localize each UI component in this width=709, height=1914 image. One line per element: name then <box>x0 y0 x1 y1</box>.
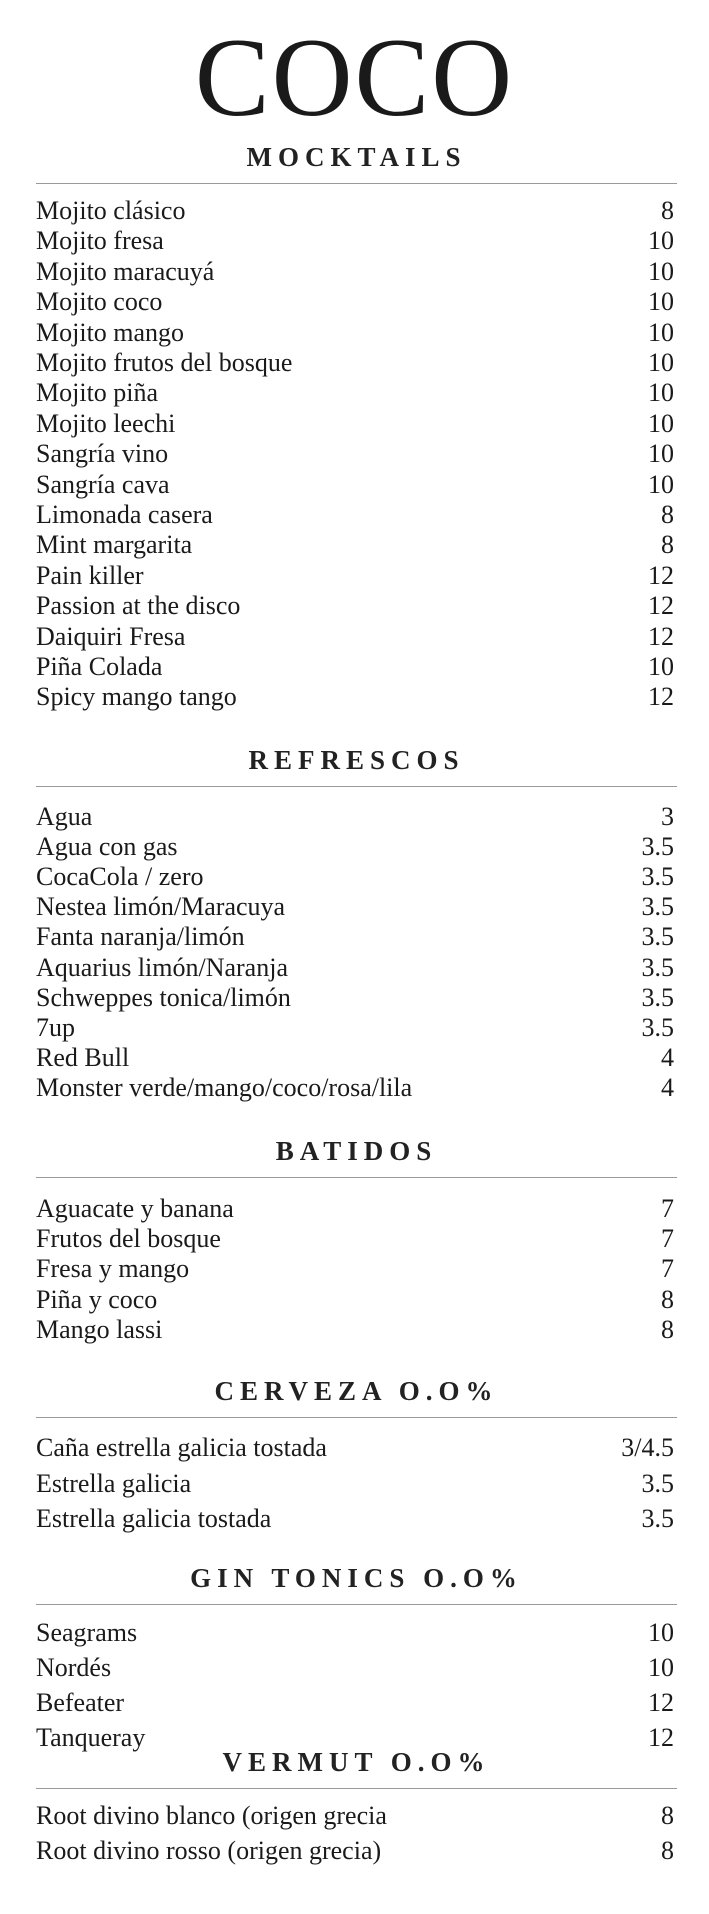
menu-item <box>36 832 677 862</box>
menu-item <box>36 1801 677 1836</box>
item-name: Pain killer <box>36 560 144 590</box>
item-name: Nordés <box>36 1653 112 1682</box>
menu-item <box>36 1688 677 1723</box>
item-name: Aquarius limón/Naranja <box>36 952 288 982</box>
item-price: 10 <box>648 378 674 408</box>
item-price: 3.5 <box>641 1012 674 1042</box>
menu-section <box>36 1136 677 1178</box>
item-name: Seagrams <box>36 1618 138 1647</box>
item-name: Spicy mango tango <box>36 682 237 712</box>
menu-item <box>36 1224 677 1254</box>
item-price: 3.5 <box>641 862 674 892</box>
menu-item <box>36 470 677 500</box>
item-price: 3.5 <box>641 1468 674 1498</box>
item-price: 8 <box>661 530 674 560</box>
item-price: 4 <box>661 1042 674 1072</box>
section-divider <box>36 1604 677 1605</box>
item-name: Fresa y mango <box>36 1254 190 1284</box>
item-name: Limonada casera <box>36 500 213 529</box>
item-price: 7 <box>661 1194 674 1223</box>
section-divider <box>36 1177 677 1178</box>
item-price: 3.5 <box>641 952 674 982</box>
item-name: Root divino blanco (origen grecia <box>36 1801 387 1830</box>
item-price: 10 <box>648 469 674 499</box>
menu-item <box>36 1315 677 1345</box>
menu-item <box>36 348 677 378</box>
item-name: Mojito coco <box>36 287 163 317</box>
item-name: Schweppes tonica/limón <box>36 982 291 1012</box>
item-name: Sangría vino <box>36 439 169 469</box>
item-price: 12 <box>648 1723 674 1752</box>
item-price: 10 <box>648 348 674 377</box>
item-name: Mojito maracuyá <box>36 256 215 286</box>
item-price: 10 <box>648 317 674 347</box>
menu-item <box>36 257 677 287</box>
item-name: Aguacate y banana <box>36 1194 234 1223</box>
menu-item <box>36 622 677 652</box>
item-name: Mojito mango <box>36 317 185 347</box>
menu-item <box>36 802 677 832</box>
item-price: 12 <box>648 591 674 621</box>
item-price: 10 <box>648 287 674 317</box>
menu-item <box>36 1043 677 1073</box>
section-title: BATIDOS <box>275 1136 438 1166</box>
menu-item <box>36 652 677 682</box>
item-price: 7 <box>661 1224 674 1254</box>
menu-item <box>36 1433 677 1469</box>
item-name: Agua <box>36 802 93 831</box>
section-title: MOCKTAILS <box>246 142 467 172</box>
menu-item <box>36 1194 677 1224</box>
item-name: Frutos del bosque <box>36 1224 221 1254</box>
item-price: 8 <box>661 1801 674 1830</box>
item-price: 10 <box>648 1653 674 1682</box>
item-price: 12 <box>648 560 674 590</box>
menu-item <box>36 862 677 892</box>
item-name: Sangría cava <box>36 469 170 499</box>
item-name: Tanqueray <box>36 1723 146 1752</box>
item-price: 12 <box>648 682 674 712</box>
menu-item <box>36 1653 677 1688</box>
menu-item <box>36 1618 677 1653</box>
menu-section <box>36 1563 677 1605</box>
item-price: 10 <box>648 256 674 286</box>
item-name: Fanta naranja/limón <box>36 922 245 952</box>
item-name: Mint margarita <box>36 530 193 560</box>
item-name: Mango lassi <box>36 1314 163 1344</box>
menu-item <box>36 1254 677 1284</box>
item-name: Red Bull <box>36 1042 130 1072</box>
item-price: 3.5 <box>641 922 674 952</box>
item-name: Agua con gas <box>36 832 178 862</box>
item-price: 12 <box>648 621 674 651</box>
item-name: Mojito piña <box>36 378 159 408</box>
item-name: Root divino rosso (origen grecia) <box>36 1836 382 1865</box>
item-name: Estrella galicia <box>36 1468 192 1498</box>
item-price: 3.5 <box>641 892 674 922</box>
menu-item <box>36 591 677 621</box>
item-name: Daiquiri Fresa <box>36 621 186 651</box>
item-price: 3/4.5 <box>621 1433 674 1462</box>
item-price: 10 <box>648 1618 674 1647</box>
section-title: GIN TONICS O.O% <box>190 1563 523 1593</box>
item-name: Mojito frutos del bosque <box>36 348 293 377</box>
menu-item <box>36 1836 677 1871</box>
menu-item <box>36 682 677 712</box>
logo: COCO <box>194 16 515 140</box>
menu-section <box>36 1747 677 1789</box>
menu-item <box>36 409 677 439</box>
menu-item <box>36 378 677 408</box>
section-divider <box>36 1417 677 1418</box>
item-price: 10 <box>648 408 674 438</box>
item-price: 8 <box>661 500 674 529</box>
item-name: Piña y coco <box>36 1284 158 1314</box>
menu-section <box>36 142 677 184</box>
item-price: 8 <box>661 1314 674 1344</box>
item-name: Nestea limón/Maracuya <box>36 892 286 922</box>
item-name: CocaCola / zero <box>36 862 204 892</box>
item-price: 8 <box>661 196 674 225</box>
menu-item <box>36 318 677 348</box>
menu-item <box>36 287 677 317</box>
item-name: Piña Colada <box>36 652 163 681</box>
menu-item <box>36 530 677 560</box>
section-divider <box>36 786 677 787</box>
section-title: VERMUT O.O% <box>222 1747 491 1777</box>
item-price: 10 <box>648 652 674 681</box>
section-title: CERVEZA O.O% <box>214 1376 499 1406</box>
item-name: Monster verde/mango/coco/rosa/lila <box>36 1072 413 1102</box>
menu-item <box>36 500 677 530</box>
item-name: Caña estrella galicia tostada <box>36 1433 327 1462</box>
item-price: 12 <box>648 1688 674 1717</box>
menu-item <box>36 226 677 256</box>
item-name: 7up <box>36 1012 75 1042</box>
menu-item <box>36 1073 677 1103</box>
item-name: Mojito fresa <box>36 226 164 256</box>
section-title: REFRESCOS <box>248 745 465 775</box>
menu-section <box>36 745 677 787</box>
menu-item <box>36 983 677 1013</box>
item-price: 3 <box>661 802 674 831</box>
item-name: Mojito clásico <box>36 196 186 225</box>
item-name: Estrella galicia tostada <box>36 1504 272 1533</box>
item-price: 10 <box>648 226 674 256</box>
item-price: 3.5 <box>641 832 674 862</box>
item-price: 4 <box>661 1072 674 1102</box>
menu-item <box>36 439 677 469</box>
menu-item <box>36 953 677 983</box>
menu-item <box>36 1285 677 1315</box>
item-name: Mojito leechi <box>36 408 176 438</box>
menu-item <box>36 561 677 591</box>
item-price: 7 <box>661 1254 674 1284</box>
item-price: 3.5 <box>641 982 674 1012</box>
section-divider <box>36 183 677 184</box>
item-name: Passion at the disco <box>36 591 241 621</box>
item-price: 8 <box>661 1836 674 1865</box>
menu-item <box>36 196 677 226</box>
item-price: 8 <box>661 1284 674 1314</box>
item-name: Befeater <box>36 1688 125 1717</box>
menu-item <box>36 922 677 952</box>
item-price: 10 <box>648 439 674 469</box>
menu-item <box>36 1504 677 1540</box>
menu-item <box>36 892 677 922</box>
menu-section <box>36 1376 677 1418</box>
item-price: 3.5 <box>641 1504 674 1533</box>
section-divider <box>36 1788 677 1789</box>
menu-item <box>36 1013 677 1043</box>
menu-item <box>36 1469 677 1505</box>
